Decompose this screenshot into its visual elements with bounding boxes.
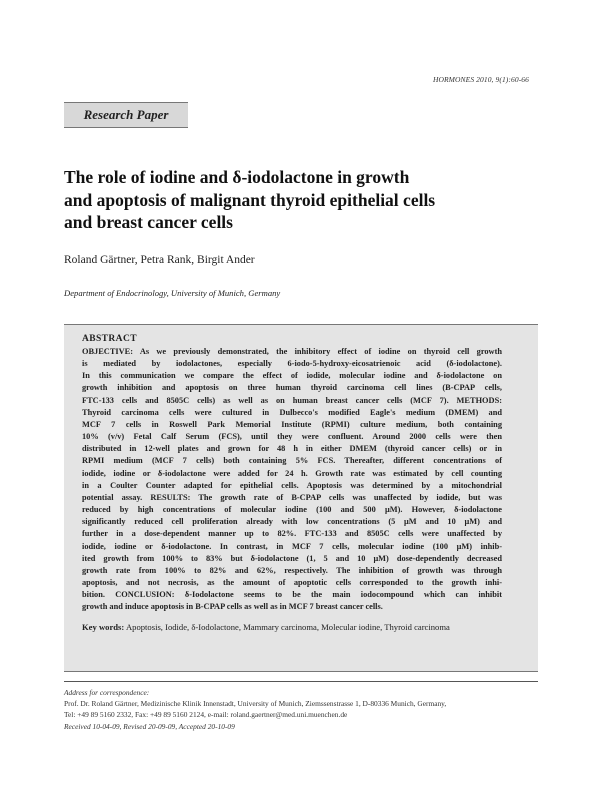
footer-divider (64, 681, 538, 682)
section-label (64, 102, 188, 128)
abstract-line: 10% (v/v) Fetal Calf Serum (FCS), until they were confluent. Around 2000 cells were then (82, 432, 502, 442)
abstract-heading: ABSTRACT (82, 334, 137, 344)
abstract-line: in a Coulter Counter adapted for epithelial cells. Apoptosis was determined by a mitochondrial (82, 480, 502, 490)
abstract-line: apoptosis, and not necrosis, as the amount of apoptotic cells corresponded to the growth inhi- (82, 577, 502, 587)
abstract-line: potential assay. RESULTS: The growth rate of B-CPAP cells was unaffected by iodide, but was (82, 492, 502, 502)
abstract-line: MCF 7 cells in Roswell Park Memorial Institute (RPMI) culture medium, both containing (82, 419, 502, 429)
correspondence-footer (64, 687, 538, 732)
keywords-label: Key words: (82, 622, 125, 633)
abstract-line: iodide, iodine or δ-iodolactone. In contrast, in MCF 7 cells, molecular iodine (100 μM) inhib- (82, 541, 502, 551)
correspondence-contact: Tel: +49 89 5160 2332, Fax: +49 89 5160 2124, e-mail: roland.gaertner@med.uni.muenchen.de (64, 710, 348, 719)
keywords (82, 621, 502, 633)
abstract-line: further in a dose-dependent manner up to 82%. FTC-133 and 8505C cells were unaffected by (82, 529, 502, 539)
abstract-line: growth inhibition and apoptosis on three human thyroid carcinoma cell lines (B-CPAP cells, (82, 383, 502, 393)
abstract-line: FTC-133 cells and 8505C cells) as well as on human breast cancer cells (MCF 7). METHODS: (82, 395, 502, 405)
abstract-line: significantly reduced cell proliferation already with low concentrations (5 μM and 10 μM) and (82, 517, 502, 527)
affiliation: Department of Endocrinology, University of Munich, Germany (64, 288, 281, 298)
abstract-line: bition. CONCLUSION: δ-Iodolactone seems to be the main iodocompound which can inhibit (82, 590, 502, 600)
abstract-line: OBJECTIVE: As we previously demonstrated, the inhibitory effect of iodine on thyroid cell growth (82, 347, 502, 356)
abstract-line: In this communication we compare the effect of iodide, molecular iodine and δ-iodolactone on (82, 371, 502, 381)
section-label-text: Research Paper (83, 107, 169, 122)
abstract-line: RPMI medium (MCF 7 cells) both containing 5% FCS. Thereafter, different concentrations of (82, 456, 502, 466)
abstract-line: ited growth from 100% to 83% but δ-iodolactone (1, 5 and 10 μM) dose-dependently decreased (82, 553, 502, 563)
abstract-line: Thyroid carcinoma cells were cultured in Dulbecco's modified Eagle's medium (DMEM) and (82, 407, 502, 417)
correspondence-label: Address for correspondence: (64, 688, 150, 697)
abstract-line: growth rate from 100% to 82% and 62%, respectively. The inhibition of growth was through (82, 565, 502, 575)
abstract-line: growth and induce apoptosis in B-CPAP cells as well as in MCF 7 breast cancer cells. (82, 602, 383, 612)
submission-dates: Received 10-04-09, Revised 20-09-09, Accepted 20-10-09 (64, 722, 235, 731)
abstract-content (82, 334, 502, 633)
abstract-line: distributed in 12-well plates and grown for 48 h in either DMEM (thyroid cancer cells) or in (82, 444, 502, 454)
keywords-list: Apoptosis, Iodide, δ-Iodolactone, Mammary carcinoma, Molecular iodine, Thyroid carcinoma (125, 622, 450, 633)
abstract-body (82, 346, 502, 613)
abstract-line: is mediated by iodolactones, especially 6-iodo-5-hydroxy-eicosatrienoic acid (δ-iodolactone). (82, 359, 502, 369)
correspondence-address: Prof. Dr. Roland Gärtner, Medizinische Klinik Innenstadt, University of Munich, Ziemssenstrasse 1, D-80336 Munich, Germany, (64, 699, 447, 708)
article-title (64, 166, 534, 234)
title-line: and apoptosis of malignant thyroid epithelial cells (64, 189, 436, 210)
journal-reference: HORMONES 2010, 9(1):60-66 (432, 75, 529, 84)
author-list: Roland Gärtner, Petra Rank, Birgit Ander (64, 254, 255, 266)
abstract-line: iodide, iodine or δ-iodolactone were added for 24 h. Growth rate was estimated by cell counting (82, 468, 502, 478)
abstract-box (64, 324, 538, 672)
abstract-line: reduced by high concentrations of molecular iodine (100 and 500 μM). However, δ-iodolactone (82, 505, 502, 515)
title-line: and breast cancer cells (64, 212, 233, 232)
title-line: The role of iodine and δ-iodolactone in growth (64, 167, 410, 187)
